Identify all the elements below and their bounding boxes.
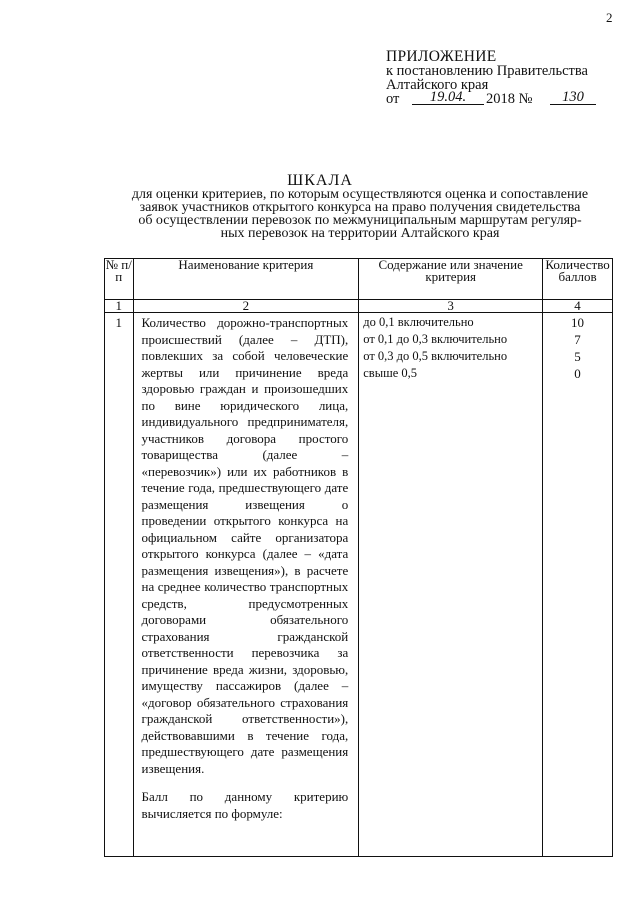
header-criterion-value: Содержание или значение критерия (359, 259, 543, 300)
header-number: № п/п (105, 259, 134, 300)
resolution-date: 19.04. (412, 90, 484, 105)
year-number-label: 2018 № (486, 91, 533, 107)
appendix-line-2: Алтайского края (386, 77, 489, 93)
points-cell (543, 313, 613, 857)
header-points: Количество баллов (543, 259, 613, 300)
table-row (105, 313, 613, 857)
appendix-heading: ПРИЛОЖЕНИЕ (386, 48, 497, 65)
formula-text: Балл по данному критерию вычисляется по формуле: (141, 789, 349, 821)
appendix-block (386, 50, 626, 108)
column-number: 3 (359, 300, 543, 313)
points-item: 5 (574, 349, 581, 364)
appendix-date-line (386, 89, 626, 108)
value-item: свыше 0,5 (363, 366, 418, 380)
values-cell (359, 313, 543, 857)
document-subtitle (104, 188, 616, 240)
points-item: 0 (574, 366, 581, 381)
column-number: 4 (543, 300, 613, 313)
column-number: 1 (105, 300, 134, 313)
from-label: от (386, 91, 400, 107)
column-number-row (105, 300, 613, 313)
header-criterion-name: Наименование критерия (133, 259, 359, 300)
document-title: ШКАЛА (287, 172, 353, 189)
value-item: от 0,3 до 0,5 включительно (363, 349, 508, 363)
subtitle-line: заявок участников открытого конкурса на право получения свидетельства (139, 200, 581, 215)
row-number: 1 (105, 313, 134, 857)
points-item: 7 (574, 332, 581, 347)
table-header-row (105, 259, 613, 300)
points-item: 10 (571, 315, 585, 330)
resolution-number: 130 (550, 90, 596, 105)
criterion-text: Количество дорожно-транспортных происшествий (далее – ДТП), повлекших за собой человеческие жертвы или причинение вреда здоровью граждан и произошедших по вине юридического лица, индивидуального предпринимателя, участников договора простого товарищества (далее – «перевозчик») или их работников в течение года, предшествующего дате размещения извещения о проведении открытого конкурса на официальном сайте организатора открытого конкурса (далее – «дата размещения извещения»), в расчете на среднее количество транспортных средств, предусмотренных договорами обязательного страхования гражданской ответственности перевозчика за причинение вреда жизни, здоровью, имуществу пассажиров (далее – «договор обязательного страхования гражданской ответственности»), действовавшими в течение года, предшествующего дате размещения извещения. (141, 315, 349, 776)
column-number: 2 (133, 300, 359, 313)
subtitle-line: об осуществлении перевозок по межмуниципальным маршрутам регуляр- (138, 213, 582, 228)
appendix-line-1: к постановлению Правительства (386, 63, 588, 79)
subtitle-line: для оценки критериев, по которым осуществляются оценка и сопоставление (131, 187, 589, 202)
value-item: до 0,1 включительно (363, 315, 474, 329)
criterion-cell (133, 313, 359, 857)
criteria-table (104, 258, 613, 857)
page-number: 2 (606, 10, 613, 25)
value-item: от 0,1 до 0,3 включительно (363, 332, 508, 346)
subtitle-line: ных перевозок на территории Алтайского края (220, 226, 500, 241)
